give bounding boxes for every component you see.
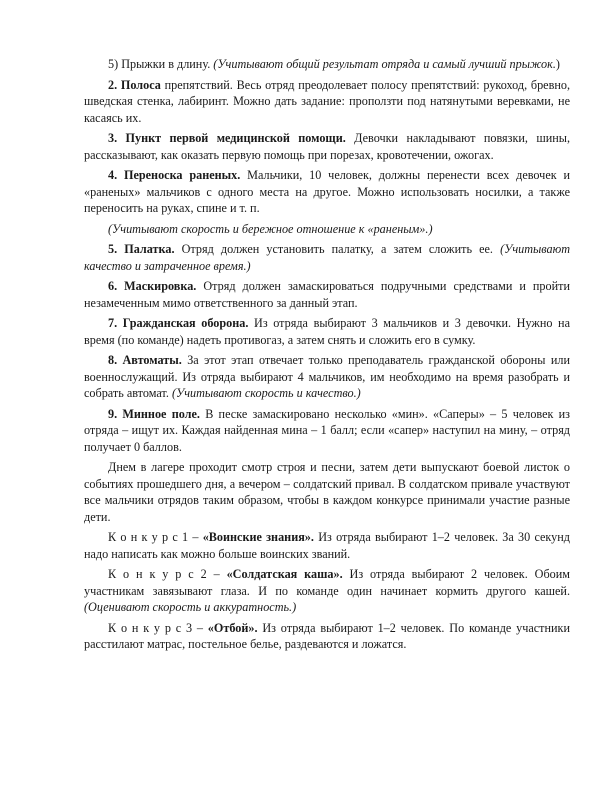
paragraph-text: Отряд должен установить палатку, а затем сложить ее. xyxy=(174,242,501,256)
paragraph-text: Девочки накладывают повязки, шины, рассказывают, как оказать первую помощь при порезах, кровотечении, ожогах. xyxy=(84,131,570,162)
paragraph-text: Из отряда выбирают 1–2 человек. За 30 секунд надо написать как можно больше воинских званий. xyxy=(84,530,570,561)
paragraph-tent xyxy=(84,241,570,274)
scoring-note: (Учитывают скорость и бережное отношение к «раненым».) xyxy=(108,221,433,236)
scoring-note: (Учитывают скорость и качество.) xyxy=(171,386,361,400)
stage-title: 8. Автоматы. xyxy=(108,353,182,367)
stage-title: 9. Минное поле. xyxy=(108,406,200,421)
paragraph-text: Мальчики, 10 человек, должны перенести всех девочек и «раненых» мальчиков с одного места на другое. Можно использовать носилки, а также переносить на руках, спине и т. п. xyxy=(84,168,570,215)
paragraph-contest-1 xyxy=(84,529,570,562)
contest-label: К о н к у р с 2 – xyxy=(108,567,227,581)
contest-label: К о н к у р с 3 – xyxy=(108,620,208,635)
contest-title: «Отбой». xyxy=(207,620,258,635)
paragraph-text: Днем в лагере проходит смотр строя и песни, затем дети выпускают боевой листок о событиях прошедшего дня, а вечером – солдатский привал. В солдатском привале участвуют все мальчики отрядов таким образом, чтобы в каждом конкурсе принимали участие разные дети. xyxy=(84,460,570,524)
paragraph-text: 5) Прыжки в длину. xyxy=(108,57,214,71)
paragraph-contest-3 xyxy=(84,620,570,653)
stage-title: 5. Палатка. xyxy=(108,242,175,256)
paragraph-minefield xyxy=(84,406,570,456)
paragraph-text: Из отряда выбирают 2 человек. Обоим участникам завязывают глаза. И по команде один начинает кормить другого кашей. xyxy=(84,567,571,598)
paragraph-text: Из отряда выбирают 1–2 человек. По команде участники расстилают матрас, постельное белье, раздеваются и ложатся. xyxy=(84,620,570,651)
paragraph-contest-2 xyxy=(84,566,570,616)
contest-title: «Воинские знания». xyxy=(202,530,314,544)
paragraph-text: препятствий. Весь отряд преодолевает полосу препятствий: рукоход, бревно, шведская стенка, лабиринт. Можно дать задание: проползти под натянутыми веревками, не касаясь их. xyxy=(84,77,570,125)
paragraph-wounded-note xyxy=(84,221,570,238)
paragraph-camp-day xyxy=(84,459,570,525)
scoring-note: (Оценивают скорость и аккуратность.) xyxy=(84,600,297,614)
scoring-note: (Учитывают общий результат отряда и самый лучший прыжок. xyxy=(213,57,556,71)
paragraph-text: Отряд должен замаскироваться подручными средствами и пройти незамеченным мимо ответственного за данный этап. xyxy=(84,279,570,310)
stage-title: 2. Полоса xyxy=(108,77,161,92)
paragraph-text: ) xyxy=(555,57,560,71)
stage-title: 4. Переноска раненых. xyxy=(108,168,241,182)
paragraph-carrying-wounded xyxy=(84,167,570,217)
scoring-note: (Учитывают качество и затраченное время.) xyxy=(84,242,570,273)
stage-title: 6. Маскировка. xyxy=(108,279,197,293)
paragraph-rifles xyxy=(84,352,570,402)
stage-title: 7. Гражданская оборона. xyxy=(108,316,249,330)
paragraph-first-aid xyxy=(84,130,570,163)
paragraph-civil-defense xyxy=(84,315,570,348)
contest-title: «Солдатская каша». xyxy=(226,567,343,581)
document-body xyxy=(84,56,570,657)
paragraph-text: За этот этап отвечает только преподаватель гражданской обороны или военнослужащий. Из отряда выбирают 4 мальчиков, им необходимо на время разобрать и собрать автомат. xyxy=(84,353,570,400)
paragraph-camouflage xyxy=(84,278,570,311)
paragraph-text: В песке замаскировано несколько «мин». «Саперы» – 5 человек из отряда – ищут их. Каждая найденная мина – 1 балл; если «сапер» наступил на мину, – отряд получает 0 баллов. xyxy=(84,406,570,454)
contest-label: К о н к у р с 1 – xyxy=(108,530,203,544)
paragraph-obstacle-course xyxy=(84,77,570,127)
paragraph-text: Из отряда выбирают 3 мальчиков и 3 девочки. Нужно на время (по команде) надеть противогаз, а затем снять и сложить его в сумку. xyxy=(84,316,570,347)
paragraph-long-jump xyxy=(84,56,570,73)
stage-title: 3. Пункт первой медицинской помощи. xyxy=(108,131,346,145)
